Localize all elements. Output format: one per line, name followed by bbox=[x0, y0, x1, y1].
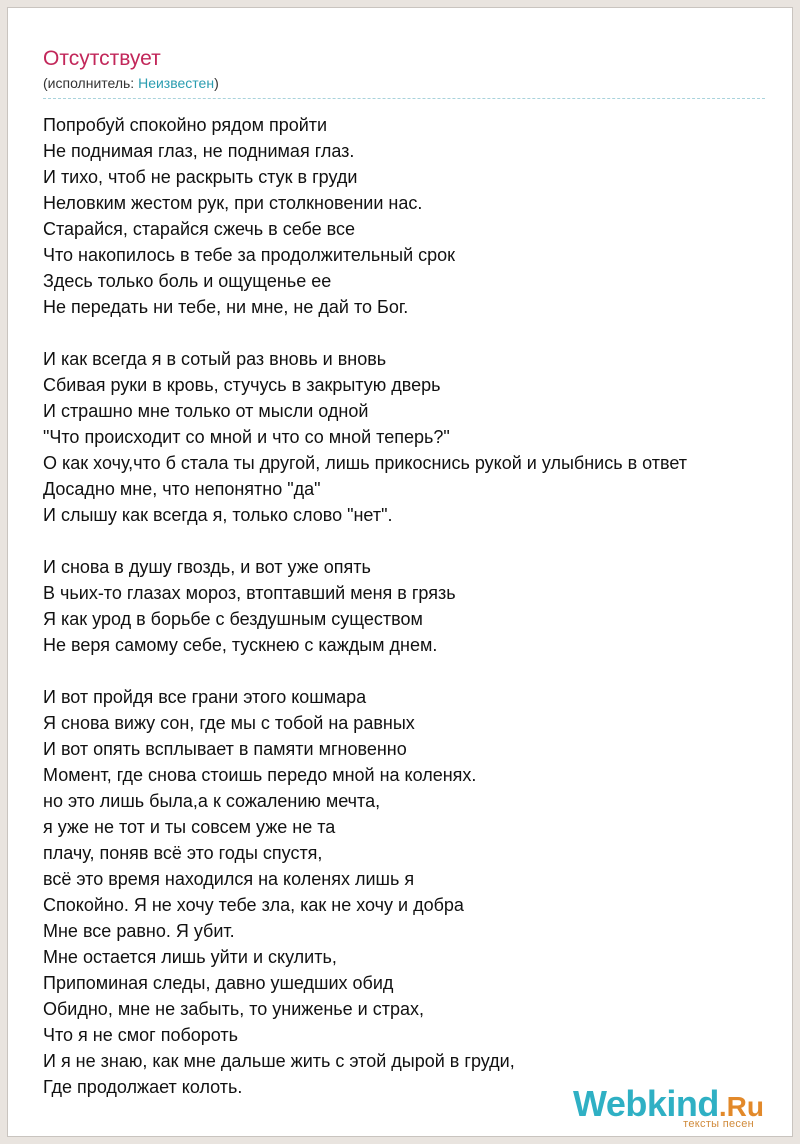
lyric-line: Спокойно. Я не хочу тебе зла, как не хочу и добра bbox=[43, 895, 464, 915]
lyric-line: Припоминая следы, давно ушедших обид bbox=[43, 973, 394, 993]
lyric-line: я уже не тот и ты совсем уже не та bbox=[43, 817, 336, 837]
stanza-break bbox=[43, 320, 800, 346]
lyric-line: Не веря самому себе, тускнею с каждым днем. bbox=[43, 635, 438, 655]
lyric-line: Мне остается лишь уйти и скулить, bbox=[43, 947, 337, 967]
lyric-line: Что я не смог побороть bbox=[43, 1025, 239, 1045]
lyric-line: Старайся, старайся сжечь в себе все bbox=[43, 219, 356, 239]
logo-tagline: тексты песен bbox=[683, 1118, 754, 1130]
lyric-line: И тихо, чтоб не раскрыть стук в груди bbox=[43, 167, 358, 187]
lyric-line: И как всегда я в сотый раз вновь и вновь bbox=[43, 349, 387, 369]
lyric-line: Обидно, мне не забыть, то униженье и страх, bbox=[43, 999, 424, 1019]
lyric-line: но это лишь была,а к сожалению мечта, bbox=[43, 791, 381, 811]
lyric-line: И слышу как всегда я, только слово "нет". bbox=[43, 505, 393, 525]
lyric-line: И вот опять всплывает в памяти мгновенно bbox=[43, 739, 407, 759]
lyric-line: Что накопилось в тебе за продолжительный срок bbox=[43, 245, 456, 265]
lyric-line: Мне все равно. Я убит. bbox=[43, 921, 235, 941]
divider bbox=[43, 98, 765, 99]
lyric-line: плачу, поняв всё это годы спустя, bbox=[43, 843, 323, 863]
stanza-break bbox=[43, 658, 800, 684]
lyric-line: Не поднимая глаз, не поднимая глаз. bbox=[43, 141, 355, 161]
lyric-line: Я как урод в борьбе с бездушным существом bbox=[43, 609, 423, 629]
lyric-line: Попробуй спокойно рядом пройти bbox=[43, 115, 328, 135]
lyric-line: Неловким жестом рук, при столкновении нас. bbox=[43, 193, 423, 213]
site-logo[interactable] bbox=[573, 1083, 764, 1130]
artist-prefix: (исполнитель: bbox=[43, 75, 139, 91]
lyric-line: И страшно мне только от мысли одной bbox=[43, 401, 369, 421]
lyric-line: Я снова вижу сон, где мы с тобой на равных bbox=[43, 713, 415, 733]
page-sheet bbox=[7, 7, 793, 1137]
stanza-break bbox=[43, 528, 800, 554]
logo-tld: .Ru bbox=[718, 1091, 764, 1122]
lyric-line: И вот пройдя все грани этого кошмара bbox=[43, 687, 367, 707]
lyrics-body bbox=[43, 112, 800, 1100]
lyric-line: В чьих-то глазах мороз, втоптавший меня в грязь bbox=[43, 583, 456, 603]
lyric-line: Не передать ни тебе, ни мне, не дай то Бог. bbox=[43, 297, 409, 317]
song-title: Отсутствует bbox=[43, 47, 161, 70]
artist-line bbox=[43, 74, 219, 92]
lyric-line: Здесь только боль и ощущенье ее bbox=[43, 271, 332, 291]
logo-wordmark: Webkind bbox=[573, 1083, 719, 1124]
lyric-line: "Что происходит со мной и что со мной теперь?" bbox=[43, 427, 450, 447]
lyric-line: И снова в душу гвоздь, и вот уже опять bbox=[43, 557, 371, 577]
lyric-line: всё это время находился на коленях лишь я bbox=[43, 869, 415, 889]
lyric-line: Сбивая руки в кровь, стучусь в закрытую дверь bbox=[43, 375, 441, 395]
lyric-line: И я не знаю, как мне дальше жить с этой дырой в груди, bbox=[43, 1051, 515, 1071]
lyric-line: Где продолжает колоть. bbox=[43, 1077, 243, 1097]
lyric-line: О как хочу,что б стала ты другой, лишь прикоснись рукой и улыбнись в ответ bbox=[43, 453, 688, 473]
lyric-line: Момент, где снова стоишь передо мной на коленях. bbox=[43, 765, 477, 785]
lyric-line: Досадно мне, что непонятно "да" bbox=[43, 479, 321, 499]
artist-suffix: ) bbox=[214, 75, 219, 91]
artist-link[interactable]: Неизвестен bbox=[138, 75, 215, 91]
